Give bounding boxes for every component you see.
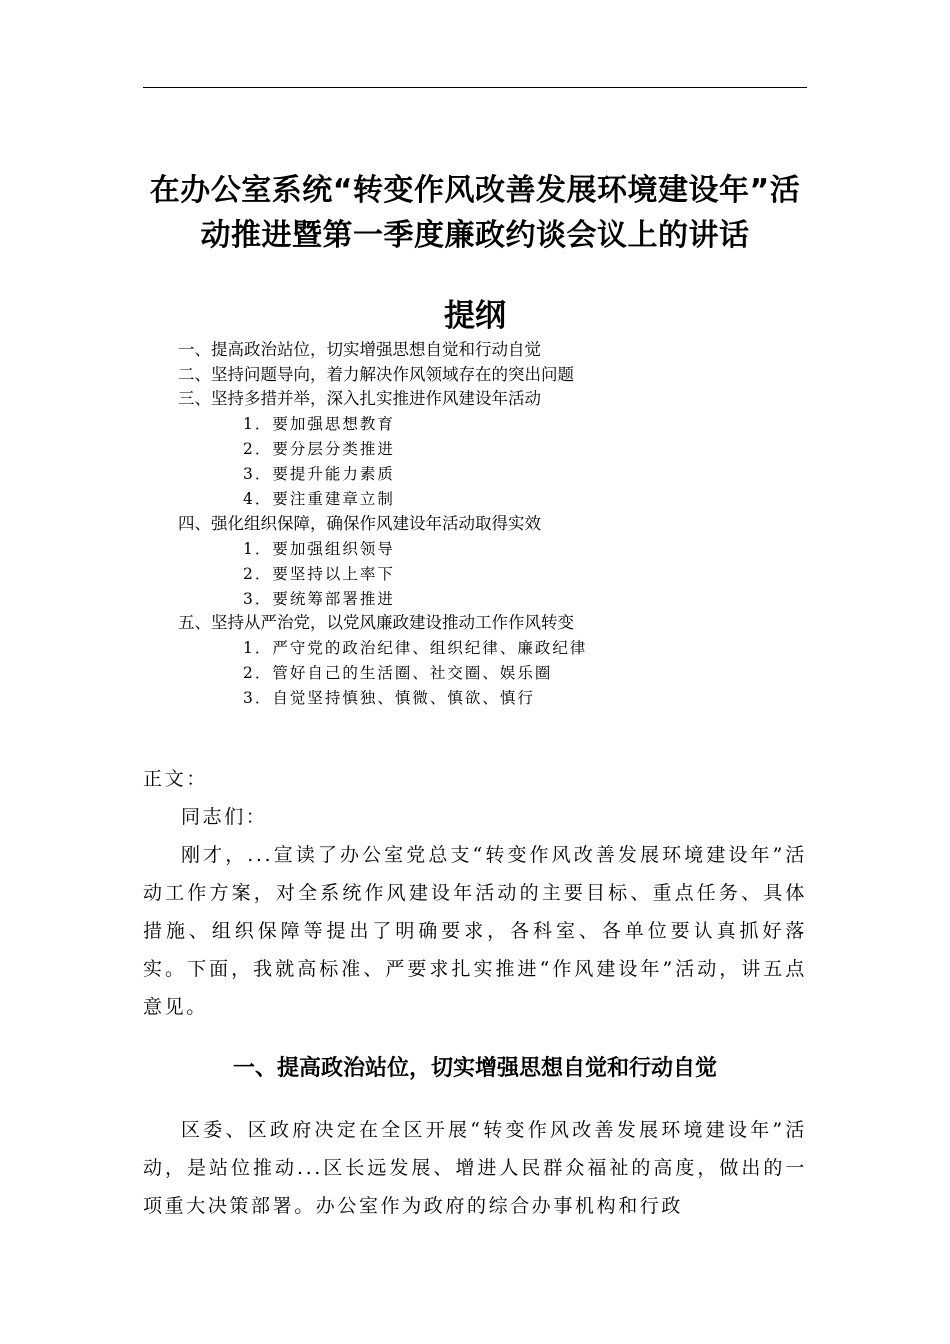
outline-item: 1．严守党的政治纪律、组织纪律、廉政纪律 — [243, 639, 588, 657]
outline-item: 3．要统筹部署推进 — [243, 590, 395, 608]
outline-section: 二、坚持问题导向，着力解决作风领域存在的突出问题 — [178, 365, 574, 384]
outline-item: 2．要分层分类推进 — [243, 440, 395, 458]
outline-item: 2．管好自己的生活圈、社交圈、娱乐圈 — [243, 664, 553, 682]
outline-item: 1．要加强组织领导 — [243, 540, 395, 558]
section-heading: 一、提高政治站位，切实增强思想自觉和行动自觉 — [232, 1056, 717, 1081]
body-section — [143, 1111, 807, 1225]
outline-item: 4．要注重建章立制 — [243, 490, 395, 508]
greeting: 同志们： — [181, 806, 268, 828]
body-section — [143, 798, 807, 1026]
outline-item: 3．自觉坚持慎独、慎微、慎欲、慎行 — [243, 689, 535, 707]
outline-section: 五、坚持从严治党，以党风廉政建设推动工作作风转变 — [178, 613, 574, 632]
outline-section: 一、提高政治站位，切实增强思想自觉和行动自觉 — [178, 340, 541, 359]
outline-item: 2．要坚持以上率下 — [243, 565, 395, 583]
header-rule — [143, 87, 807, 88]
outline-item: 1．要加强思想教育 — [243, 415, 395, 433]
outline-item: 3．要提升能力素质 — [243, 465, 395, 483]
document-title: 在办公室系统“转变作风改善发展环境建设年”活动推进暨第一季度廉政约谈会议上的讲话 — [149, 173, 801, 253]
body-label: 正文： — [143, 768, 208, 790]
paragraph: 刚才，...宣读了办公室党总支“转变作风改善发展环境建设年”活动工作方案，对全系统作风建设年活动的主要目标、重点任务、具体措施、组织保障等提出了明确要求，各科室、各单位要认真抓好落实。下面，我就高标准、严要求扎实推进“作风建设年”活动，讲五点意见。 — [143, 844, 807, 1018]
outline-section: 四、强化组织保障，确保作风建设年活动取得实效 — [178, 514, 541, 533]
outline-heading: 提纲 — [444, 298, 506, 334]
paragraph: 区委、区政府决定在全区开展“转变作风改善发展环境建设年”活动，是站位推动...区长远发展、增进人民群众福祉的高度，做出的一项重大决策部署。办公室作为政府的综合办事机构和行政 — [143, 1119, 807, 1217]
outline-section: 三、坚持多措并举，深入扎实推进作风建设年活动 — [178, 389, 541, 408]
